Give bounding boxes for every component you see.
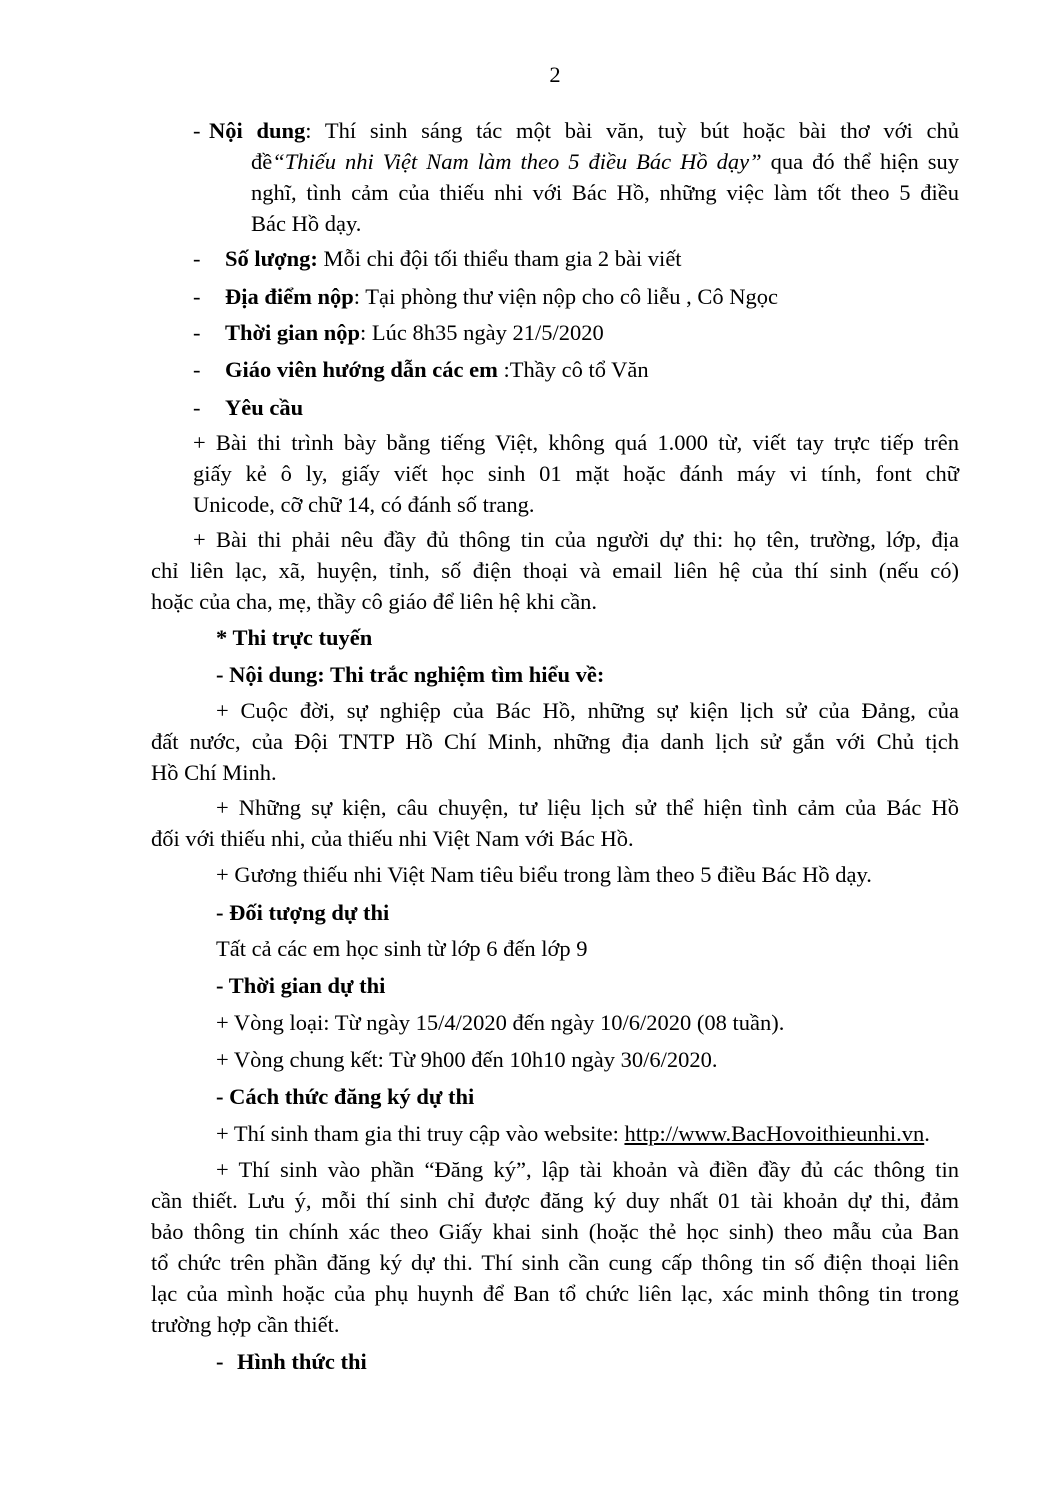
dia-diem-line xyxy=(225,281,778,312)
so-luong-label: Số lượng: xyxy=(225,246,318,271)
dang-ky-line-2: cần thiết. Lưu ý, mỗi thí sinh chỉ được đăng ký duy nhất 01 tài khoản dự thi, đảm xyxy=(151,1188,959,1213)
noi-dung-online-heading xyxy=(216,659,604,690)
noi-dung-line-2 xyxy=(251,146,959,177)
dang-ky-line-6: trường hợp cần thiết. xyxy=(151,1312,340,1337)
dia-diem-bullet: - xyxy=(193,284,201,309)
so-luong-bullet: - xyxy=(193,246,201,271)
vong-chung-ket-line: + Vòng chung kết: Từ 9h00 đến 10h10 ngày 30/6/2020. xyxy=(216,1047,718,1072)
yeu-cau-p1-line-3: Unicode, cỡ chữ 14, có đánh số trang. xyxy=(193,492,535,517)
noi-dung-de: đề xyxy=(251,149,273,174)
yeu-cau-p2-line-3: hoặc của cha, mẹ, thầy cô giáo để liên hệ khi cần. xyxy=(151,589,598,614)
giao-vien-line xyxy=(225,354,649,385)
yeu-cau-p2-line-1: + Bài thi phải nêu đầy đủ thông tin của người dự thi: họ tên, trường, lớp, địa xyxy=(193,527,959,552)
thi-truc-tuyen-heading xyxy=(216,622,372,653)
thoi-gian-du-thi-title: - Thời gian dự thi xyxy=(216,973,386,998)
dia-diem-label: Địa điểm nộp xyxy=(225,284,354,309)
page-number: 2 xyxy=(549,62,561,87)
doi-tuong-title: - Đối tượng dự thi xyxy=(216,900,390,925)
online-item-2-line-2: đối với thiếu nhi, của thiếu nhi Việt Nam với Bác Hồ. xyxy=(151,826,634,851)
doi-tuong-heading xyxy=(216,897,389,928)
hinh-thuc-title: Hình thức thi xyxy=(237,1349,367,1374)
noi-dung-line-1 xyxy=(209,115,959,146)
thoi-gian-nop-line xyxy=(225,317,604,348)
noi-dung-text-1: : Thí sinh sáng tác một bài văn, tuỳ bút hoặc bài thơ với chủ xyxy=(305,118,959,143)
yeu-cau-p1-line-1: + Bài thi trình bày bằng tiếng Việt, không quá 1.000 từ, viết tay trực tiếp trên xyxy=(193,430,959,455)
yeu-cau-p1-line-2: giấy kẻ ô ly, giấy viết học sinh 01 mặt hoặc đánh máy vi tính, font chữ xyxy=(193,461,959,486)
thoi-gian-du-thi-heading xyxy=(216,970,385,1001)
online-item-1-line-1: + Cuộc đời, sự nghiệp của Bác Hồ, những sự kiện lịch sử của Đảng, của xyxy=(216,698,959,723)
thoi-gian-nop-label: Thời gian nộp xyxy=(225,320,361,345)
truy-cap-line xyxy=(216,1118,930,1149)
thoi-gian-nop-bullet: - xyxy=(193,320,201,345)
yeu-cau-p2-line-2: chỉ liên lạc, xã, huyện, tỉnh, số điện thoại và email liên hệ của thí sinh (nếu có) xyxy=(151,558,959,583)
hinh-thuc-heading xyxy=(237,1346,367,1377)
online-item-1-line-2: đất nước, của Đội TNTP Hồ Chí Minh, những địa danh lịch sử gắn với Chủ tịch xyxy=(151,729,959,754)
hinh-thuc-bullet xyxy=(216,1346,224,1377)
yeu-cau-label xyxy=(225,392,303,423)
dang-ky-line-4: tổ chức trên phần đăng ký dự thi. Thí sinh cần cung cấp thông tin số điện thoại liên xyxy=(151,1250,959,1275)
vong-loai-line: + Vòng loại: Từ ngày 15/4/2020 đến ngày 10/6/2020 (08 tuần). xyxy=(216,1010,785,1035)
noi-dung-line-4: Bác Hồ dạy. xyxy=(251,211,362,236)
thi-truc-tuyen-title: * Thi trực tuyến xyxy=(216,625,373,650)
so-luong-text: Mỗi chi đội tối thiểu tham gia 2 bài viết xyxy=(317,246,682,271)
noi-dung-text-2: qua đó thể hiện suy xyxy=(761,149,960,174)
noi-dung-bullet xyxy=(193,115,201,146)
truy-cap-period: . xyxy=(924,1121,930,1146)
so-luong-line xyxy=(225,243,682,274)
dang-ky-line-5: lạc của mình hoặc của phụ huynh để Ban tổ chức liên lạc, xác minh thông tin trong xyxy=(151,1281,959,1306)
truy-cap-text: + Thí sinh tham gia thi truy cập vào website: xyxy=(216,1121,625,1146)
hinh-thuc-dash: - xyxy=(216,1349,224,1374)
giao-vien-label: Giáo viên hướng dẫn các em xyxy=(225,357,498,382)
yeu-cau-heading: Yêu cầu xyxy=(225,395,304,420)
giao-vien-text: :Thầy cô tổ Văn xyxy=(497,357,649,382)
noi-dung-online-title: - Nội dung: Thi trắc nghiệm tìm hiểu về: xyxy=(216,662,605,687)
noi-dung-label: Nội dung xyxy=(209,118,306,143)
cach-thuc-heading xyxy=(216,1081,474,1112)
dang-ky-line-1: + Thí sinh vào phần “Đăng ký”, lập tài khoản và điền đầy đủ các thông tin xyxy=(216,1157,959,1182)
doi-tuong-text: Tất cả các em học sinh từ lớp 6 đến lớp 9 xyxy=(216,936,588,961)
dia-diem-text: : Tại phòng thư viện nộp cho cô liễu , Cô Ngọc xyxy=(353,284,778,309)
yeu-cau-bullet: - xyxy=(193,395,201,420)
noi-dung-line-3: nghĩ, tình cảm của thiếu nhi với Bác Hồ, những việc làm tốt theo 5 điều xyxy=(251,180,959,205)
noi-dung-theme-title: “Thiếu nhi Việt Nam làm theo 5 điều Bác Hồ dạy” xyxy=(272,149,762,174)
cach-thuc-title: - Cách thức đăng ký dự thi xyxy=(216,1084,475,1109)
noi-dung-dash: - xyxy=(193,118,201,143)
online-item-1-line-3: Hồ Chí Minh. xyxy=(151,760,277,785)
dang-ky-line-3: bảo thông tin chính xác theo Giấy khai sinh (hoặc thẻ học sinh) theo mẫu của Ban xyxy=(151,1219,959,1244)
online-item-2-line-1: + Những sự kiện, câu chuyện, tư liệu lịch sử thể hiện tình cảm của Bác Hồ xyxy=(216,795,959,820)
thoi-gian-nop-text: : Lúc 8h35 ngày 21/5/2020 xyxy=(360,320,604,345)
online-item-3-line-1: + Gương thiếu nhi Việt Nam tiêu biểu trong làm theo 5 điều Bác Hồ dạy. xyxy=(216,862,872,887)
website-link[interactable]: http://www.BacHovoithieunhi.vn xyxy=(624,1121,925,1146)
giao-vien-bullet: - xyxy=(193,357,201,382)
